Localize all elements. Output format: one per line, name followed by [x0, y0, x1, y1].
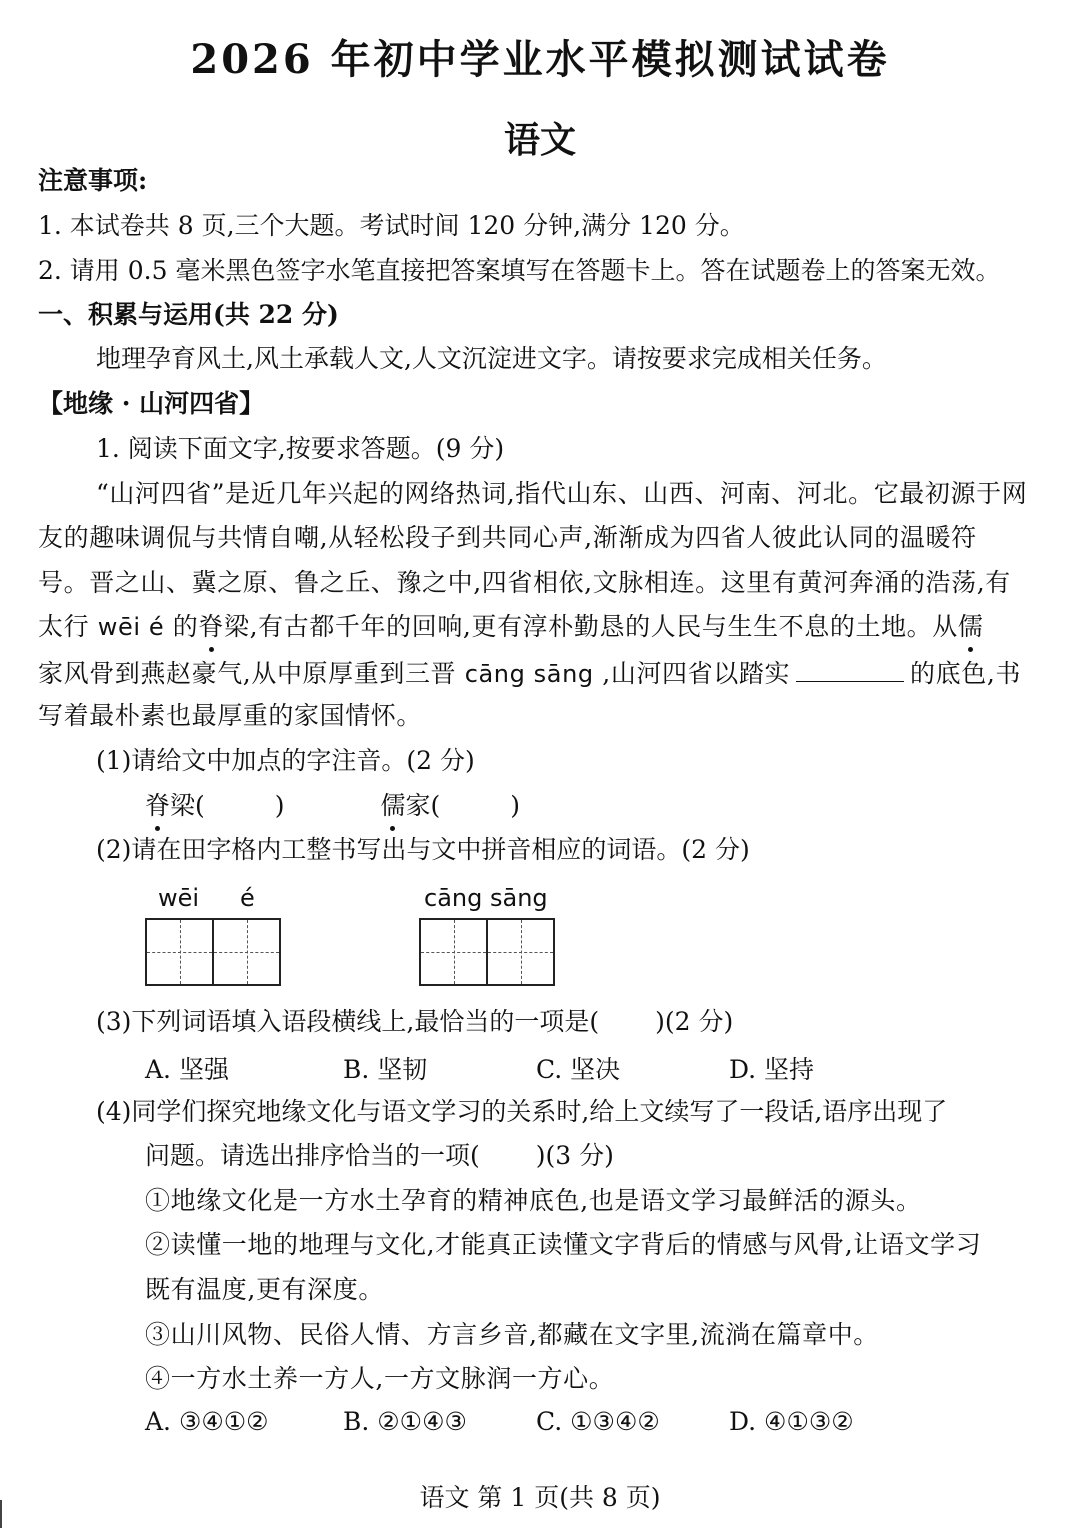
option-c: C. 坚决 [536, 1055, 621, 1084]
passage-line-1: “山河四省”是近几年兴起的网络热词,指代山东、山西、河南、河北。它最初源于网 [96, 479, 1028, 508]
sentence-2-line-2: 既有温度,更有深度。 [145, 1275, 384, 1304]
grid-pinyin-e: é [240, 884, 255, 912]
fill-in-blank[interactable] [796, 655, 904, 682]
grid-cell[interactable] [147, 920, 212, 984]
subject-title: 语文 [503, 119, 576, 161]
passage-line-2: 友的趣味调侃与共情自嘲,从轻松段子到共同心声,渐渐成为四省人彼此认同的温暖符 [38, 523, 977, 552]
passage-text: 家风骨到燕赵豪气,从中原厚重到三晋 [38, 659, 465, 688]
option-b: B. 坚韧 [343, 1055, 428, 1084]
sub-question-3-text: (3)下列词语填入语段横线上,最恰当的一项是( [96, 1007, 600, 1036]
answer-b-label: 家( [405, 791, 441, 820]
dotted-char-ru: 儒 [958, 610, 984, 644]
paren-close: ) [274, 791, 285, 820]
order-option-a: A. ③④①② [145, 1407, 269, 1436]
sentence-2-line-1: ②读懂一地的地理与文化,才能真正读懂文字背后的情感与风骨,让语文学习 [145, 1230, 982, 1259]
scan-edge-mark [0, 1500, 2, 1528]
passage-text: 的 [164, 612, 199, 641]
sub-question-3-score: )(2 分) [655, 1007, 734, 1036]
notice-item-2: 2. 请用 0.5 毫米黑色签字水笔直接把答案填写在答题卡上。答在试题卷上的答案无效。 [38, 256, 1001, 285]
dotted-char-ji: 脊 [145, 789, 170, 823]
sub-question-4-stem-line-1: (4)同学们探究地缘文化与语文学习的关系时,给上文续写了一段话,语序出现了 [96, 1097, 948, 1126]
option-d: D. 坚持 [729, 1055, 815, 1084]
page-footer: 语文 第 1 页(共 8 页) [419, 1483, 661, 1512]
grid-pinyin-wei: wēi [158, 884, 200, 912]
notice-heading: 注意事项: [38, 166, 148, 195]
passage-line-6: 写着最朴素也最厚重的家国情怀。 [38, 701, 423, 730]
sub-question-4-stem-line-2 [145, 1139, 614, 1173]
sub-question-4-score: )(3 分) [535, 1141, 614, 1170]
paren-close: ) [510, 791, 520, 820]
dotted-char-ji: 脊 [198, 610, 224, 644]
passage-text: 太行 [38, 612, 98, 641]
passage-text: 的底色,书 [910, 659, 1021, 688]
passage-line-3: 号。晋之山、冀之原、鲁之丘、豫之中,四省相依,文脉相连。这里有黄河奔涌的浩荡,有 [38, 568, 1011, 597]
passage-line-5 [38, 655, 1021, 691]
sub-question-4-text: 问题。请选出排序恰当的一项( [145, 1141, 480, 1170]
sub-question-2-stem: (2)请在田字格内工整书写出与文中拼音相应的词语。(2 分) [96, 835, 750, 864]
passage-text: 梁,有古都千年的回响,更有淳朴勤恳的人民与生生不息的土地。从 [223, 612, 958, 641]
sentence-1: ①地缘文化是一方水土孕育的精神底色,也是语文学习最鲜活的源头。 [145, 1186, 922, 1215]
exam-title: 2026 年初中学业水平模拟测试试卷 [190, 36, 890, 83]
question-1-stem: 1. 阅读下面文字,按要求答题。(9 分) [96, 434, 505, 463]
writing-grid-weie[interactable] [145, 918, 281, 986]
passage-line-4 [38, 610, 984, 644]
grid-cell[interactable] [486, 920, 553, 984]
sub-question-1-answers [145, 789, 520, 823]
pinyin-cangsang: cāng sāng [464, 660, 594, 688]
answer-a-label: 梁( [170, 791, 205, 820]
order-option-d: D. ④①③② [729, 1407, 854, 1436]
passage-text: ,山河四省以踏实 [593, 659, 791, 688]
grid-cell[interactable] [212, 920, 279, 984]
section-intro: 地理孕育风土,风土承载人文,人文沉淀进文字。请按要求完成相关任务。 [96, 344, 887, 373]
order-option-b: B. ②①④③ [343, 1407, 467, 1436]
order-option-c: C. ①③④② [536, 1407, 660, 1436]
option-a: A. 坚强 [145, 1055, 229, 1084]
sub-question-1-stem: (1)请给文中加点的字注音。(2 分) [96, 746, 475, 775]
sentence-4: ④一方水土养一方人,一方文脉润一方心。 [145, 1364, 615, 1393]
pinyin-weie: wēi é [97, 613, 165, 641]
section-heading: 一、积累与运用(共 22 分) [38, 300, 339, 329]
grid-pinyin-cangsang: cāng sāng [424, 884, 548, 912]
grid-cell[interactable] [421, 920, 486, 984]
writing-grid-cangsang[interactable] [419, 918, 555, 986]
sub-question-3-stem [96, 1005, 733, 1039]
notice-item-1: 1. 本试卷共 8 页,三个大题。考试时间 120 分钟,满分 120 分。 [38, 211, 745, 240]
dotted-char-ru: 儒 [380, 789, 405, 823]
theme-heading: 【地缘 · 山河四省】 [38, 389, 265, 418]
sentence-3: ③山川风物、民俗人情、方言乡音,都藏在文字里,流淌在篇章中。 [145, 1320, 879, 1349]
